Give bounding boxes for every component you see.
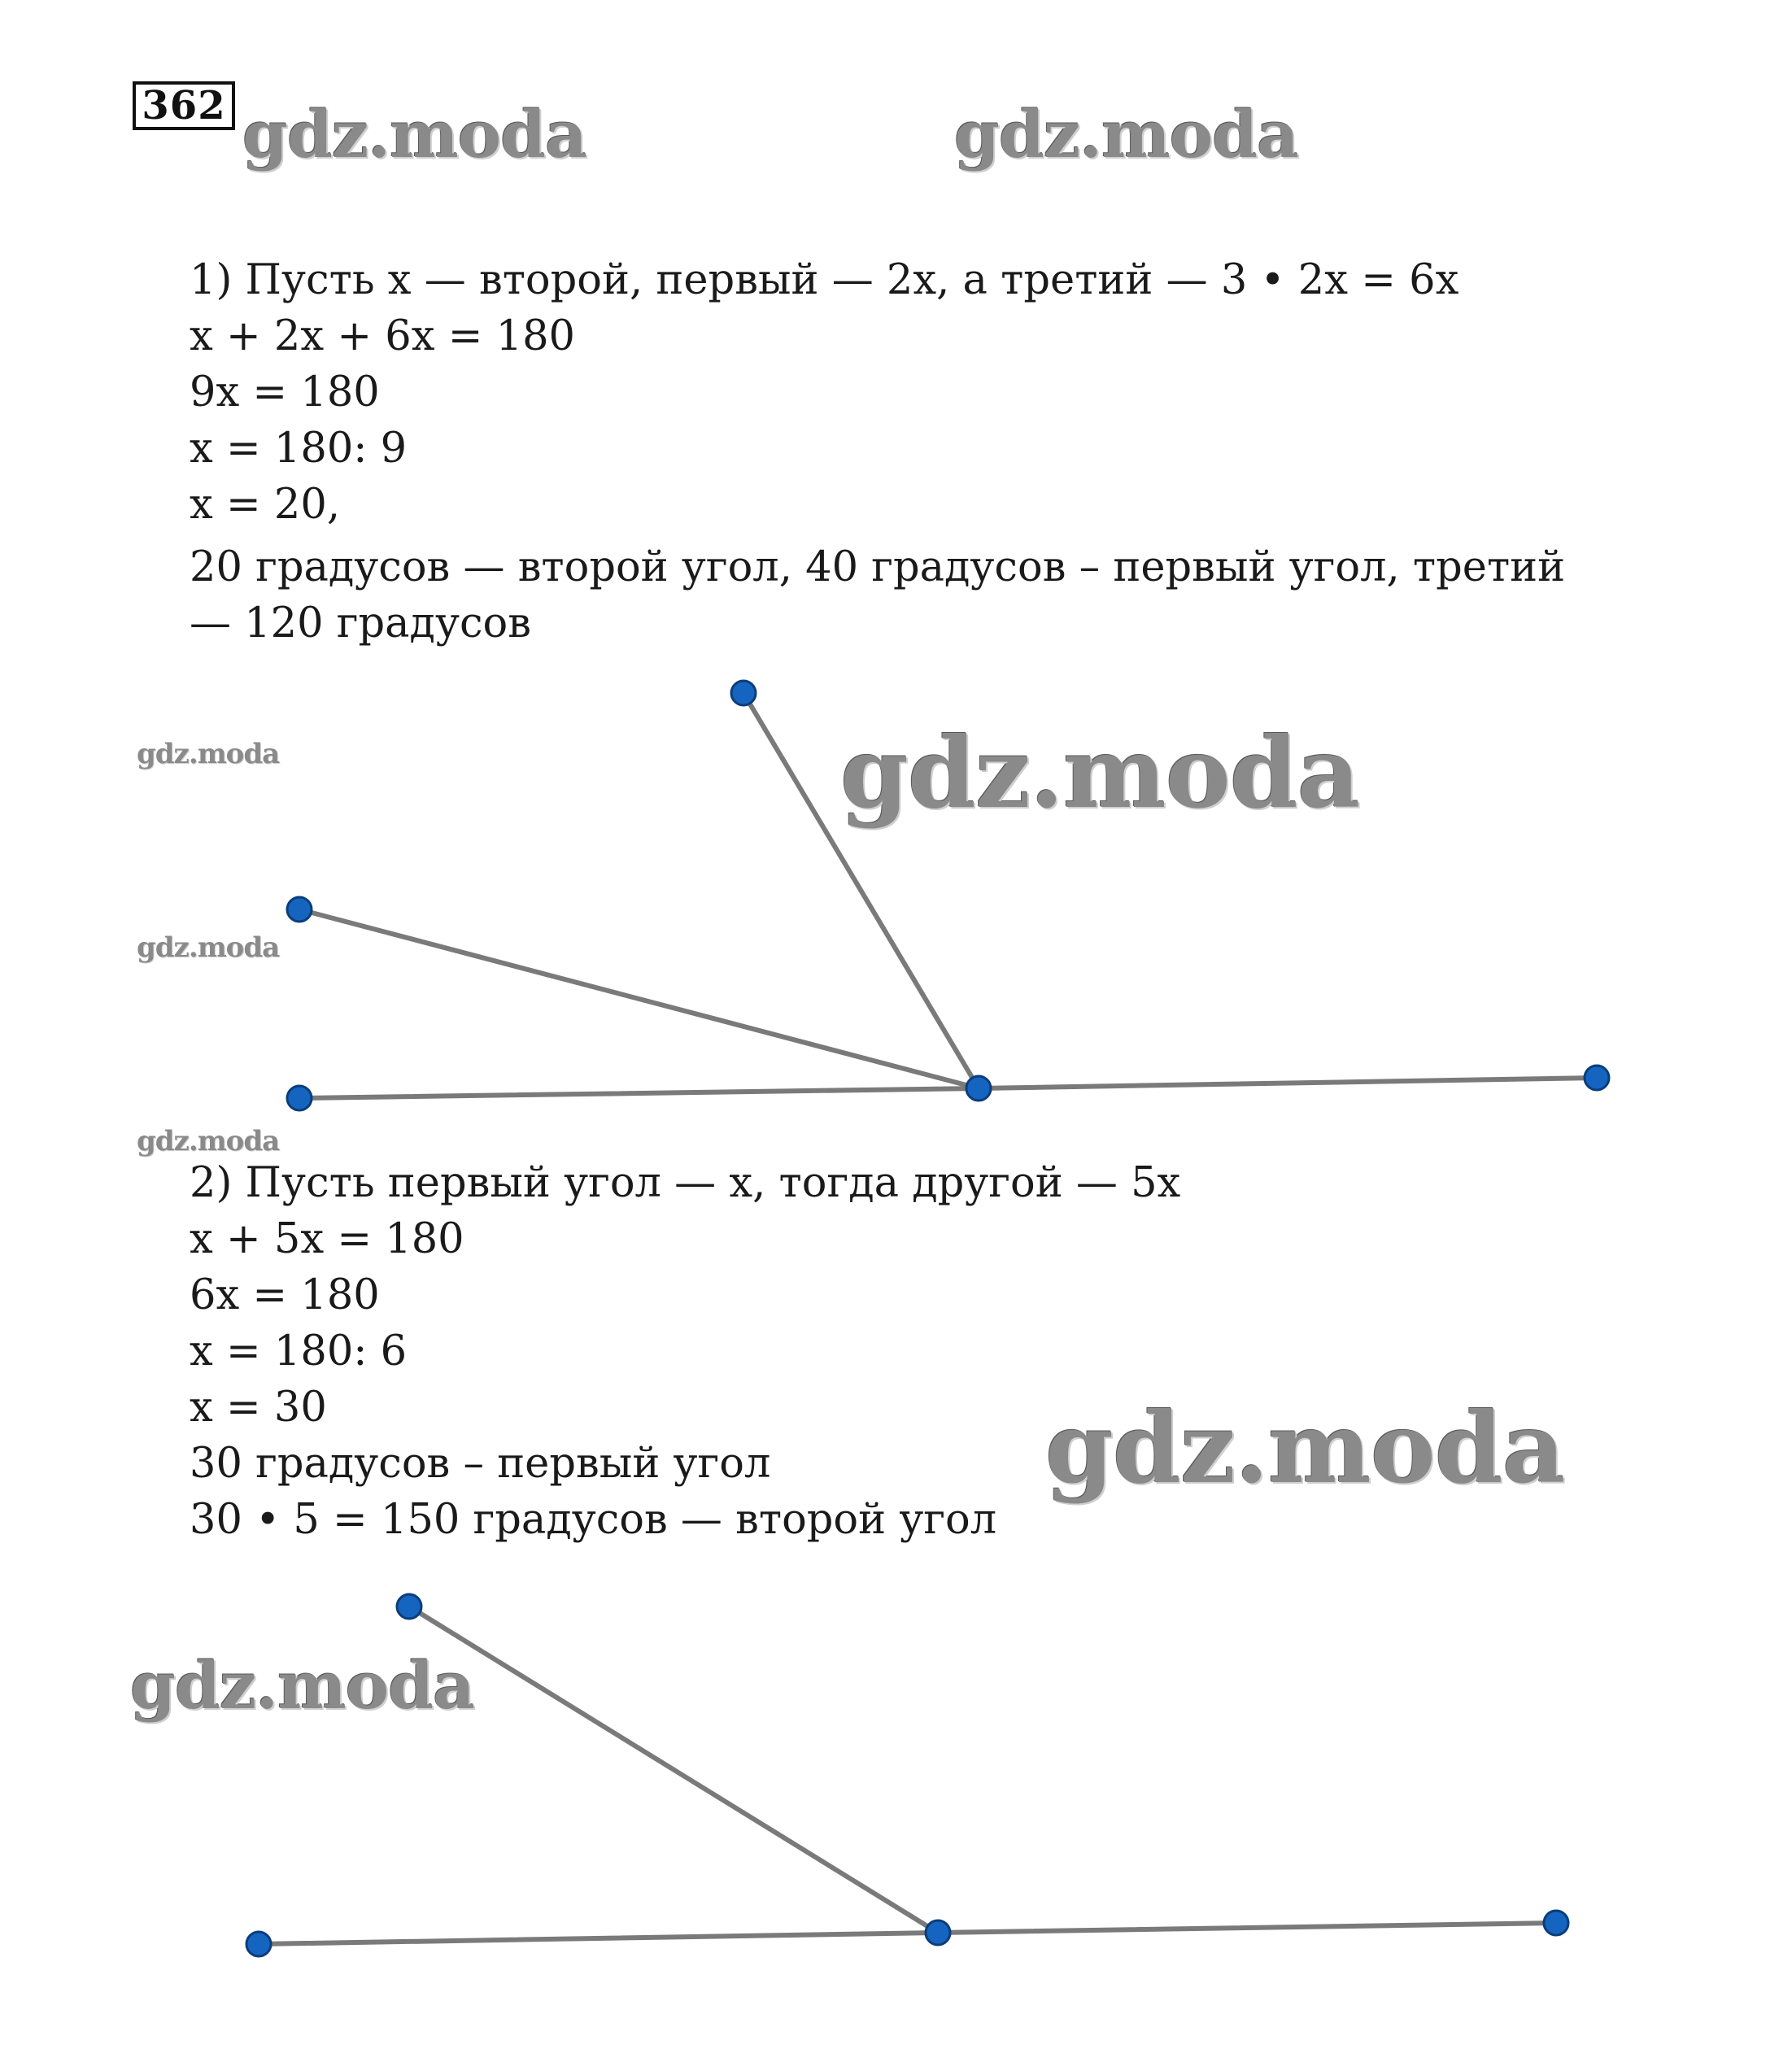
point bbox=[246, 1932, 271, 1956]
solution-line: x + 2x + 6x = 180 bbox=[190, 312, 575, 360]
watermark: gdz.moda bbox=[954, 96, 1298, 172]
watermark: gdz.moda bbox=[130, 1647, 474, 1724]
point bbox=[1585, 1066, 1609, 1090]
solution-line: 20 градусов — второй угол, 40 градусов – первый угол, третий bbox=[190, 543, 1566, 591]
point bbox=[287, 897, 312, 922]
point bbox=[287, 1086, 312, 1110]
solution-line: x = 30 bbox=[190, 1384, 327, 1432]
solution-line: 30 градусов – первый угол bbox=[190, 1440, 771, 1488]
ray bbox=[299, 909, 979, 1088]
watermark: gdz.moda bbox=[137, 1125, 280, 1157]
vertex-point bbox=[926, 1920, 950, 1945]
solution-line: 1) Пусть x — второй, первый — 2x, а третий — 3 • 2x = 6x bbox=[190, 256, 1459, 304]
point bbox=[397, 1594, 421, 1619]
problem-number: 362 bbox=[133, 81, 235, 130]
vertex-point bbox=[966, 1076, 991, 1101]
ray bbox=[259, 1933, 938, 1944]
solution-line: 6x = 180 bbox=[190, 1271, 380, 1319]
watermark: gdz.moda bbox=[242, 96, 586, 172]
ray bbox=[299, 1088, 979, 1098]
ray bbox=[409, 1606, 938, 1933]
watermark: gdz.moda bbox=[137, 738, 280, 770]
solution-line: 30 • 5 = 150 градусов — второй угол bbox=[190, 1496, 997, 1544]
angle-diagram-1 bbox=[287, 681, 1609, 1110]
solution-line: x = 180: 6 bbox=[190, 1327, 408, 1375]
solution-line: 2) Пусть первый угол — x, тогда другой — 5x bbox=[190, 1159, 1181, 1207]
ray bbox=[979, 1078, 1597, 1088]
ray bbox=[743, 693, 979, 1088]
ray bbox=[938, 1923, 1556, 1933]
solution-line: 9x = 180 bbox=[190, 368, 380, 416]
watermark: gdz.moda bbox=[840, 716, 1360, 830]
point bbox=[1544, 1911, 1568, 1935]
solution-line: x + 5x = 180 bbox=[190, 1215, 464, 1263]
angle-diagram-2 bbox=[246, 1594, 1568, 1956]
solution-line: — 120 градусов bbox=[190, 599, 531, 647]
point bbox=[731, 681, 756, 705]
solution-line: x = 180: 9 bbox=[190, 425, 408, 473]
watermark: gdz.moda bbox=[1045, 1391, 1565, 1506]
solution-line: x = 20, bbox=[190, 481, 341, 529]
watermark: gdz.moda bbox=[137, 931, 280, 964]
